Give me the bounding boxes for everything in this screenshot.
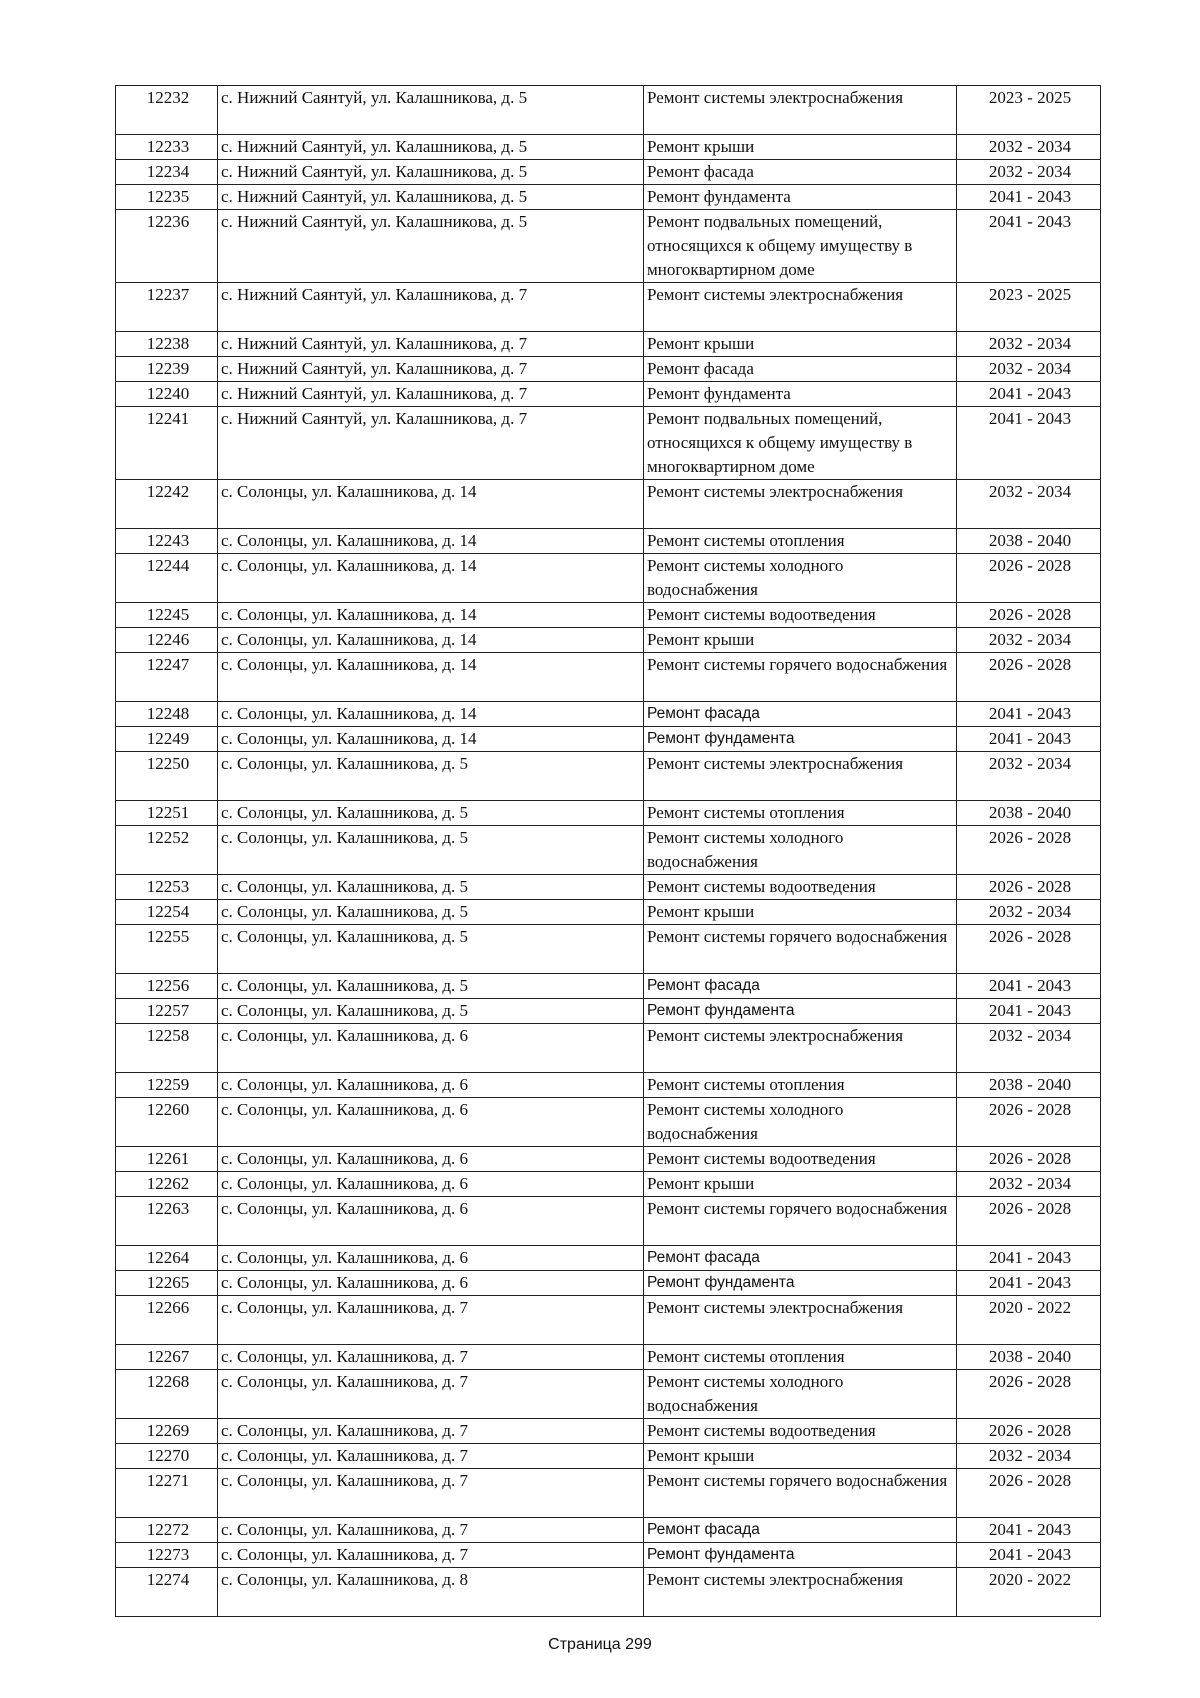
row-address: с. Солонцы, ул. Калашникова, д. 14	[218, 529, 644, 554]
table-row	[116, 1345, 1101, 1370]
row-work-type: Ремонт системы водоотведения	[644, 603, 957, 628]
row-number: 12232	[116, 86, 218, 135]
table-row	[116, 1543, 1101, 1568]
table-row	[116, 185, 1101, 210]
row-number: 12257	[116, 999, 218, 1024]
row-address: с. Нижний Саянтуй, ул. Калашникова, д. 5	[218, 135, 644, 160]
row-work-type: Ремонт крыши	[644, 1172, 957, 1197]
row-period: 2041 - 2043	[957, 727, 1101, 752]
row-period: 2032 - 2034	[957, 900, 1101, 925]
row-work-type: Ремонт фасада	[644, 160, 957, 185]
table-row	[116, 1147, 1101, 1172]
repair-schedule-table	[115, 85, 1101, 1617]
table-row	[116, 210, 1101, 283]
table-row	[116, 875, 1101, 900]
row-work-type: Ремонт системы горячего водоснабжения	[644, 1469, 957, 1518]
row-number: 12240	[116, 382, 218, 407]
row-period: 2041 - 2043	[957, 999, 1101, 1024]
row-period: 2032 - 2034	[957, 1172, 1101, 1197]
row-address: с. Солонцы, ул. Калашникова, д. 14	[218, 554, 644, 603]
row-work-type: Ремонт системы электроснабжения	[644, 1024, 957, 1073]
row-period: 2026 - 2028	[957, 1370, 1101, 1419]
row-period: 2032 - 2034	[957, 480, 1101, 529]
row-work-type: Ремонт подвальных помещений, относящихся к общему имуществу в многоквартирном доме	[644, 210, 957, 283]
row-period: 2038 - 2040	[957, 1073, 1101, 1098]
row-number: 12265	[116, 1271, 218, 1296]
row-number: 12251	[116, 801, 218, 826]
row-work-type: Ремонт системы холодного водоснабжения	[644, 1370, 957, 1419]
row-address: с. Солонцы, ул. Калашникова, д. 7	[218, 1444, 644, 1469]
row-work-type: Ремонт крыши	[644, 332, 957, 357]
table-row	[116, 727, 1101, 752]
table-row	[116, 1073, 1101, 1098]
row-address: с. Солонцы, ул. Калашникова, д. 6	[218, 1246, 644, 1271]
row-address: с. Солонцы, ул. Калашникова, д. 6	[218, 1024, 644, 1073]
row-work-type: Ремонт системы горячего водоснабжения	[644, 1197, 957, 1246]
row-period: 2032 - 2034	[957, 628, 1101, 653]
row-address: с. Солонцы, ул. Калашникова, д. 5	[218, 900, 644, 925]
row-period: 2032 - 2034	[957, 357, 1101, 382]
table-row	[116, 603, 1101, 628]
row-number: 12252	[116, 826, 218, 875]
row-period: 2032 - 2034	[957, 1444, 1101, 1469]
row-work-type: Ремонт системы водоотведения	[644, 1147, 957, 1172]
row-work-type: Ремонт крыши	[644, 628, 957, 653]
table-row	[116, 752, 1101, 801]
row-number: 12250	[116, 752, 218, 801]
row-period: 2032 - 2034	[957, 752, 1101, 801]
row-address: с. Солонцы, ул. Калашникова, д. 14	[218, 480, 644, 529]
row-period: 2041 - 2043	[957, 1271, 1101, 1296]
row-address: с. Солонцы, ул. Калашникова, д. 7	[218, 1543, 644, 1568]
row-work-type: Ремонт фасада	[644, 702, 957, 727]
row-work-type: Ремонт системы электроснабжения	[644, 1296, 957, 1345]
row-address: с. Солонцы, ул. Калашникова, д. 5	[218, 801, 644, 826]
row-address: с. Солонцы, ул. Калашникова, д. 6	[218, 1271, 644, 1296]
row-address: с. Солонцы, ул. Калашникова, д. 6	[218, 1147, 644, 1172]
row-address: с. Солонцы, ул. Калашникова, д. 6	[218, 1197, 644, 1246]
table-row	[116, 999, 1101, 1024]
row-number: 12272	[116, 1518, 218, 1543]
row-period: 2032 - 2034	[957, 332, 1101, 357]
row-number: 12264	[116, 1246, 218, 1271]
row-work-type: Ремонт фундамента	[644, 727, 957, 752]
row-number: 12233	[116, 135, 218, 160]
row-work-type: Ремонт крыши	[644, 135, 957, 160]
row-number: 12247	[116, 653, 218, 702]
table-row	[116, 1296, 1101, 1345]
row-address: с. Солонцы, ул. Калашникова, д. 7	[218, 1370, 644, 1419]
row-period: 2026 - 2028	[957, 1197, 1101, 1246]
row-work-type: Ремонт системы холодного водоснабжения	[644, 554, 957, 603]
row-address: с. Солонцы, ул. Калашникова, д. 6	[218, 1073, 644, 1098]
table-row	[116, 283, 1101, 332]
table-row	[116, 925, 1101, 974]
table-row	[116, 1197, 1101, 1246]
row-address: с. Солонцы, ул. Калашникова, д. 14	[218, 702, 644, 727]
table-row	[116, 900, 1101, 925]
table-row	[116, 357, 1101, 382]
table-row	[116, 653, 1101, 702]
row-work-type: Ремонт системы электроснабжения	[644, 752, 957, 801]
row-number: 12266	[116, 1296, 218, 1345]
row-work-type: Ремонт фундамента	[644, 1543, 957, 1568]
row-address: с. Нижний Саянтуй, ул. Калашникова, д. 7	[218, 332, 644, 357]
row-work-type: Ремонт системы электроснабжения	[644, 283, 957, 332]
row-period: 2026 - 2028	[957, 826, 1101, 875]
table-row	[116, 1444, 1101, 1469]
row-number: 12268	[116, 1370, 218, 1419]
row-address: с. Нижний Саянтуй, ул. Калашникова, д. 5	[218, 86, 644, 135]
row-number: 12253	[116, 875, 218, 900]
row-period: 2041 - 2043	[957, 1518, 1101, 1543]
table-row	[116, 1568, 1101, 1617]
table-row	[116, 1246, 1101, 1271]
table-row	[116, 480, 1101, 529]
row-period: 2041 - 2043	[957, 210, 1101, 283]
row-work-type: Ремонт системы отопления	[644, 801, 957, 826]
row-work-type: Ремонт фундамента	[644, 382, 957, 407]
row-number: 12259	[116, 1073, 218, 1098]
row-number: 12261	[116, 1147, 218, 1172]
row-period: 2026 - 2028	[957, 1469, 1101, 1518]
row-number: 12269	[116, 1419, 218, 1444]
row-number: 12255	[116, 925, 218, 974]
row-work-type: Ремонт системы отопления	[644, 529, 957, 554]
row-period: 2032 - 2034	[957, 135, 1101, 160]
row-address: с. Солонцы, ул. Калашникова, д. 8	[218, 1568, 644, 1617]
row-work-type: Ремонт фасада	[644, 1518, 957, 1543]
table-row	[116, 1469, 1101, 1518]
row-number: 12239	[116, 357, 218, 382]
row-work-type: Ремонт системы холодного водоснабжения	[644, 826, 957, 875]
row-number: 12274	[116, 1568, 218, 1617]
row-address: с. Солонцы, ул. Калашникова, д. 14	[218, 653, 644, 702]
row-number: 12270	[116, 1444, 218, 1469]
row-address: с. Солонцы, ул. Калашникова, д. 5	[218, 826, 644, 875]
row-work-type: Ремонт крыши	[644, 1444, 957, 1469]
table-row	[116, 1172, 1101, 1197]
row-number: 12238	[116, 332, 218, 357]
row-address: с. Солонцы, ул. Калашникова, д. 14	[218, 727, 644, 752]
row-address: с. Солонцы, ул. Калашникова, д. 7	[218, 1518, 644, 1543]
row-address: с. Солонцы, ул. Калашникова, д. 14	[218, 603, 644, 628]
row-address: с. Солонцы, ул. Калашникова, д. 7	[218, 1296, 644, 1345]
row-address: с. Солонцы, ул. Калашникова, д. 5	[218, 999, 644, 1024]
table-row	[116, 1024, 1101, 1073]
row-period: 2038 - 2040	[957, 801, 1101, 826]
row-address: с. Солонцы, ул. Калашникова, д. 6	[218, 1172, 644, 1197]
row-work-type: Ремонт фундамента	[644, 185, 957, 210]
row-work-type: Ремонт системы отопления	[644, 1345, 957, 1370]
table-row	[116, 529, 1101, 554]
row-period: 2026 - 2028	[957, 875, 1101, 900]
row-address: с. Солонцы, ул. Калашникова, д. 7	[218, 1345, 644, 1370]
row-period: 2026 - 2028	[957, 554, 1101, 603]
row-number: 12237	[116, 283, 218, 332]
row-address: с. Солонцы, ул. Калашникова, д. 5	[218, 752, 644, 801]
row-number: 12243	[116, 529, 218, 554]
row-number: 12242	[116, 480, 218, 529]
row-address: с. Солонцы, ул. Калашникова, д. 7	[218, 1419, 644, 1444]
row-address: с. Нижний Саянтуй, ул. Калашникова, д. 5	[218, 210, 644, 283]
row-work-type: Ремонт системы горячего водоснабжения	[644, 653, 957, 702]
table-row	[116, 702, 1101, 727]
table-row	[116, 554, 1101, 603]
row-period: 2026 - 2028	[957, 925, 1101, 974]
row-number: 12263	[116, 1197, 218, 1246]
table-row	[116, 974, 1101, 999]
table-row	[116, 332, 1101, 357]
row-work-type: Ремонт системы электроснабжения	[644, 86, 957, 135]
table-row	[116, 135, 1101, 160]
row-address: с. Нижний Саянтуй, ул. Калашникова, д. 7	[218, 283, 644, 332]
row-work-type: Ремонт системы водоотведения	[644, 875, 957, 900]
row-period: 2020 - 2022	[957, 1296, 1101, 1345]
page-number: Страница 299	[548, 1636, 652, 1653]
table-row	[116, 86, 1101, 135]
row-address: с. Нижний Саянтуй, ул. Калашникова, д. 7	[218, 357, 644, 382]
row-number: 12258	[116, 1024, 218, 1073]
table-row	[116, 382, 1101, 407]
row-number: 12246	[116, 628, 218, 653]
row-number: 12271	[116, 1469, 218, 1518]
row-address: с. Нижний Саянтуй, ул. Калашникова, д. 5	[218, 160, 644, 185]
table-row	[116, 1098, 1101, 1147]
row-period: 2020 - 2022	[957, 1568, 1101, 1617]
row-period: 2026 - 2028	[957, 1098, 1101, 1147]
row-period: 2041 - 2043	[957, 974, 1101, 999]
table-row	[116, 160, 1101, 185]
row-number: 12245	[116, 603, 218, 628]
row-period: 2032 - 2034	[957, 160, 1101, 185]
row-period: 2041 - 2043	[957, 1246, 1101, 1271]
row-work-type: Ремонт системы отопления	[644, 1073, 957, 1098]
table-row	[116, 801, 1101, 826]
row-work-type: Ремонт фасада	[644, 357, 957, 382]
row-work-type: Ремонт фундамента	[644, 1271, 957, 1296]
row-period: 2026 - 2028	[957, 1419, 1101, 1444]
row-number: 12273	[116, 1543, 218, 1568]
table-body	[116, 86, 1101, 1617]
row-period: 2041 - 2043	[957, 407, 1101, 480]
row-period: 2023 - 2025	[957, 283, 1101, 332]
table-row	[116, 826, 1101, 875]
row-address: с. Нижний Саянтуй, ул. Калашникова, д. 5	[218, 185, 644, 210]
row-number: 12248	[116, 702, 218, 727]
row-address: с. Солонцы, ул. Калашникова, д. 14	[218, 628, 644, 653]
table-row	[116, 1419, 1101, 1444]
row-number: 12256	[116, 974, 218, 999]
table-row	[116, 1518, 1101, 1543]
row-work-type: Ремонт системы электроснабжения	[644, 480, 957, 529]
row-work-type: Ремонт системы горячего водоснабжения	[644, 925, 957, 974]
row-work-type: Ремонт системы электроснабжения	[644, 1568, 957, 1617]
row-work-type: Ремонт фундамента	[644, 999, 957, 1024]
row-work-type: Ремонт подвальных помещений, относящихся к общему имуществу в многоквартирном доме	[644, 407, 957, 480]
row-address: с. Нижний Саянтуй, ул. Калашникова, д. 7	[218, 382, 644, 407]
table-row	[116, 628, 1101, 653]
row-period: 2026 - 2028	[957, 603, 1101, 628]
row-number: 12267	[116, 1345, 218, 1370]
row-period: 2038 - 2040	[957, 1345, 1101, 1370]
row-work-type: Ремонт фасада	[644, 1246, 957, 1271]
row-number: 12235	[116, 185, 218, 210]
row-address: с. Нижний Саянтуй, ул. Калашникова, д. 7	[218, 407, 644, 480]
row-period: 2032 - 2034	[957, 1024, 1101, 1073]
row-number: 12234	[116, 160, 218, 185]
row-work-type: Ремонт системы водоотведения	[644, 1419, 957, 1444]
row-address: с. Солонцы, ул. Калашникова, д. 7	[218, 1469, 644, 1518]
row-number: 12254	[116, 900, 218, 925]
table-row	[116, 1370, 1101, 1419]
row-number: 12260	[116, 1098, 218, 1147]
row-period: 2038 - 2040	[957, 529, 1101, 554]
row-address: с. Солонцы, ул. Калашникова, д. 5	[218, 974, 644, 999]
table-row	[116, 407, 1101, 480]
row-work-type: Ремонт крыши	[644, 900, 957, 925]
table-row	[116, 1271, 1101, 1296]
row-period: 2026 - 2028	[957, 653, 1101, 702]
row-address: с. Солонцы, ул. Калашникова, д. 6	[218, 1098, 644, 1147]
row-period: 2023 - 2025	[957, 86, 1101, 135]
row-number: 12236	[116, 210, 218, 283]
row-number: 12244	[116, 554, 218, 603]
row-address: с. Солонцы, ул. Калашникова, д. 5	[218, 875, 644, 900]
row-number: 12249	[116, 727, 218, 752]
row-work-type: Ремонт фасада	[644, 974, 957, 999]
row-period: 2041 - 2043	[957, 702, 1101, 727]
row-work-type: Ремонт системы холодного водоснабжения	[644, 1098, 957, 1147]
row-period: 2041 - 2043	[957, 185, 1101, 210]
row-period: 2026 - 2028	[957, 1147, 1101, 1172]
row-address: с. Солонцы, ул. Калашникова, д. 5	[218, 925, 644, 974]
row-period: 2041 - 2043	[957, 1543, 1101, 1568]
row-number: 12241	[116, 407, 218, 480]
row-number: 12262	[116, 1172, 218, 1197]
row-period: 2041 - 2043	[957, 382, 1101, 407]
